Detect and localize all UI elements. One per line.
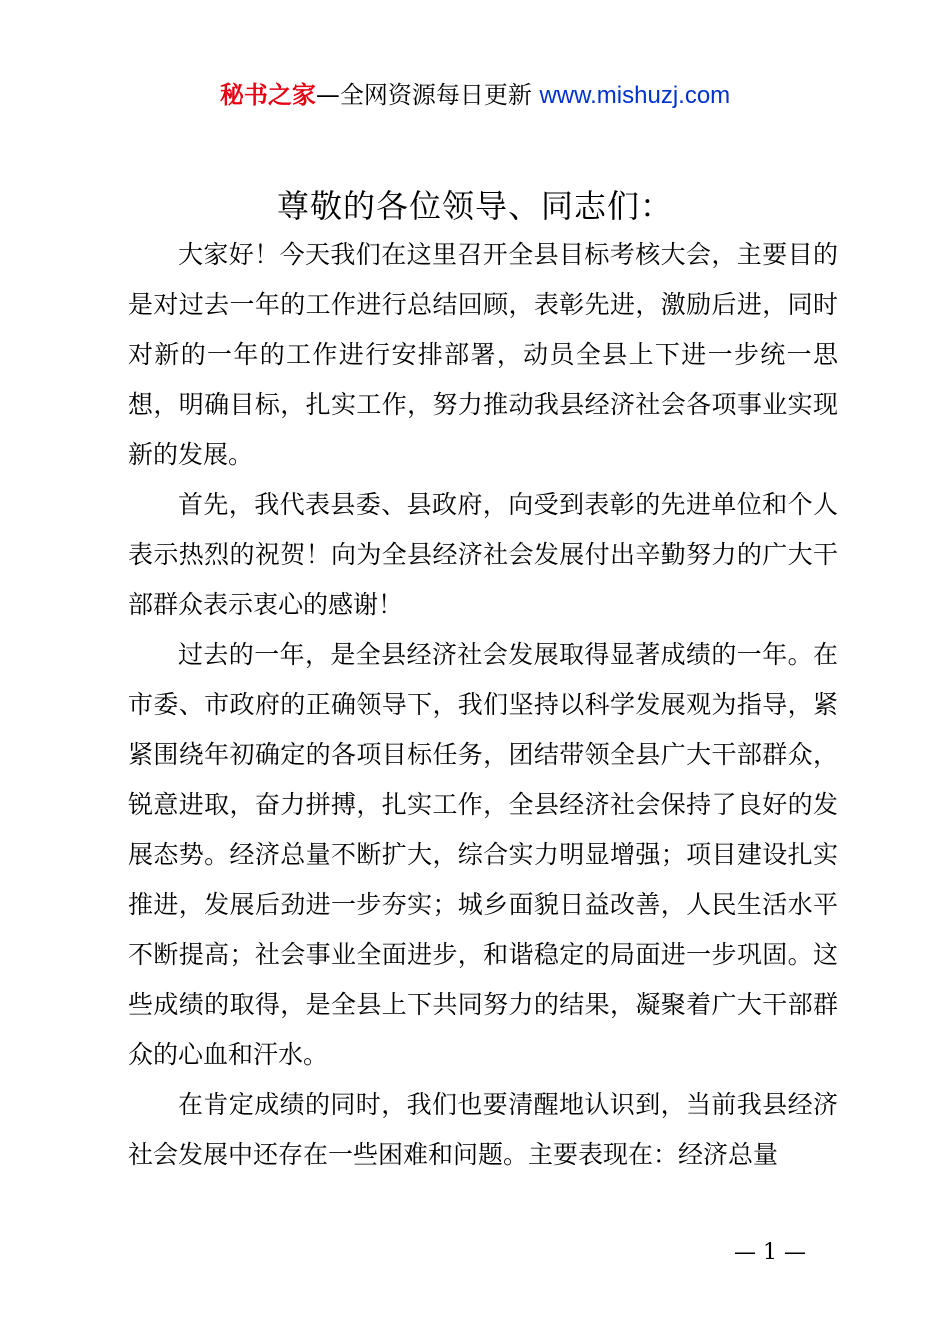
paragraph: 首先，我代表县委、县政府，向受到表彰的先进单位和个人表示热烈的祝贺！向为全县经济社会发展付出辛勤努力的广大干部群众表示衷心的感谢！ bbox=[128, 490, 838, 619]
page-number: — 1 — bbox=[734, 1240, 806, 1265]
site-header bbox=[0, 78, 950, 113]
brand-name: 秘书之家 bbox=[219, 81, 316, 109]
paragraph: 过去的一年，是全县经济社会发展取得显著成绩的一年。在市委、市政府的正确领导下，我们坚持以科学发展观为指导，紧紧围绕年初确定的各项目标任务，团结带领全县广大干部群众，锐意进取，奋力拼搏，扎实工作，全县经济社会保持了良好的发展态势。经济总量不断扩大，综合实力明显增强；项目建设扎实推进，发展后劲进一步夯实；城乡面貌日益改善，人民生活水平不断提高；社会事业全面进步，和谐稳定的局面进一步巩固。这些成绩的取得，是全县上下共同努力的结果，凝聚着广大干部群众的心血和汗水。 bbox=[128, 640, 838, 1069]
paragraph: 在肯定成绩的同时，我们也要清醒地认识到，当前我县经济社会发展中还存在一些困难和问题。主要表现在：经济总量 bbox=[128, 1090, 838, 1169]
paragraph: 大家好！今天我们在这里召开全县目标考核大会，主要目的是对过去一年的工作进行总结回顾，表彰先进，激励后进，同时对新的一年的工作进行安排部署，动员全县上下进一步统一思想，明确目标，扎实工作，努力推动我县经济社会各项事业实现新的发展。 bbox=[128, 240, 838, 469]
site-url[interactable]: www.mishuzj.com bbox=[539, 82, 731, 109]
header-tagline: —全网资源每日更新 bbox=[315, 81, 532, 109]
document-title: 尊敬的各位领导、同志们： bbox=[276, 187, 673, 225]
document-body bbox=[128, 230, 838, 1180]
